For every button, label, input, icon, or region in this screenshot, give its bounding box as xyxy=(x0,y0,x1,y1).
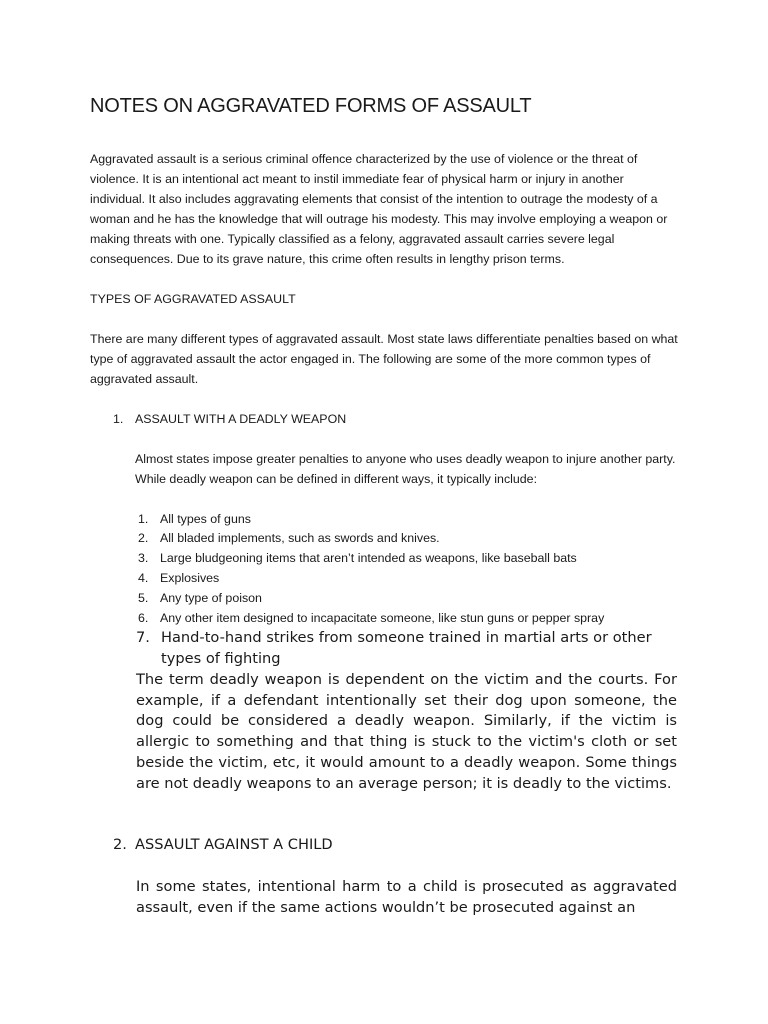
document-title: NOTES ON AGGRAVATED FORMS OF ASSAULT xyxy=(90,95,532,117)
section-number: 1. xyxy=(113,412,124,426)
list-item-text: Any other item designed to incapacitate someone, like stun guns or pepper spray xyxy=(160,611,605,625)
deadly-weapon-body: The term deadly weapon is dependent on the victim and the courts. For example, if a defendant intentionally set their dog upon someone, the dog could be considered a deadly weapon. Similarly, if the victim is allergic to something and that thing is stuck to the victim's cloth or set beside the victim, etc, it would amount to a deadly weapon. Some things are not deadly weapons to an average person; it is deadly to the victims. xyxy=(136,671,677,792)
list-item xyxy=(136,628,676,670)
list-item-text: Any type of poison xyxy=(160,591,262,605)
section-heading-text: ASSAULT AGAINST A CHILD xyxy=(135,836,333,853)
deadly-weapon-intro: Almost states impose greater penalties to anyone who uses deadly weapon to injure another party. While deadly weapon can be defined in different ways, it typically include: xyxy=(135,452,676,486)
list-item-number: 5. xyxy=(138,591,149,605)
list-item-number: 2. xyxy=(138,531,149,545)
list-item-number: 3. xyxy=(138,551,149,565)
types-heading: TYPES OF AGGRAVATED ASSAULT xyxy=(90,292,296,306)
section-heading-child xyxy=(113,835,673,857)
section-number: 2. xyxy=(113,836,127,853)
list-item-text: Explosives xyxy=(160,571,220,585)
types-intro-paragraph: There are many different types of aggravated assault. Most state laws differentiate penalties based on what type of aggravated assault the actor engaged in. The following are some of the more common types of aggravated assault. xyxy=(90,332,678,386)
list-item-number: 7. xyxy=(136,629,150,646)
list-item-text: Hand-to-hand strikes from someone trained in martial arts or other types of fighting xyxy=(161,629,652,667)
intro-paragraph: Aggravated assault is a serious criminal offence characterized by the use of violence or the threat of violence. It is an intentional act meant to instil immediate fear of physical harm or injury in another individual. It also includes aggravating elements that consist of the intention to outrage the modesty of a woman and he has the knowledge that will outrage his modesty. This may involve employing a weapon or making threats with one. Typically classified as a felony, aggravated assault carries severe legal consequences. Due to its grave nature, this crime often results in lengthy prison terms. xyxy=(90,152,668,266)
list-item-text: All bladed implements, such as swords and knives. xyxy=(160,531,440,545)
section-heading-text: ASSAULT WITH A DEADLY WEAPON xyxy=(135,412,347,426)
list-item-text: Large bludgeoning items that aren’t intended as weapons, like baseball bats xyxy=(160,551,577,565)
list-item-number: 1. xyxy=(138,512,149,526)
list-item-number: 4. xyxy=(138,571,149,585)
child-assault-body: In some states, intentional harm to a child is prosecuted as aggravated assault, even if the same actions wouldn’t be prosecuted against an xyxy=(136,878,677,916)
list-item-number: 6. xyxy=(138,611,149,625)
list-item-text: All types of guns xyxy=(160,512,251,526)
